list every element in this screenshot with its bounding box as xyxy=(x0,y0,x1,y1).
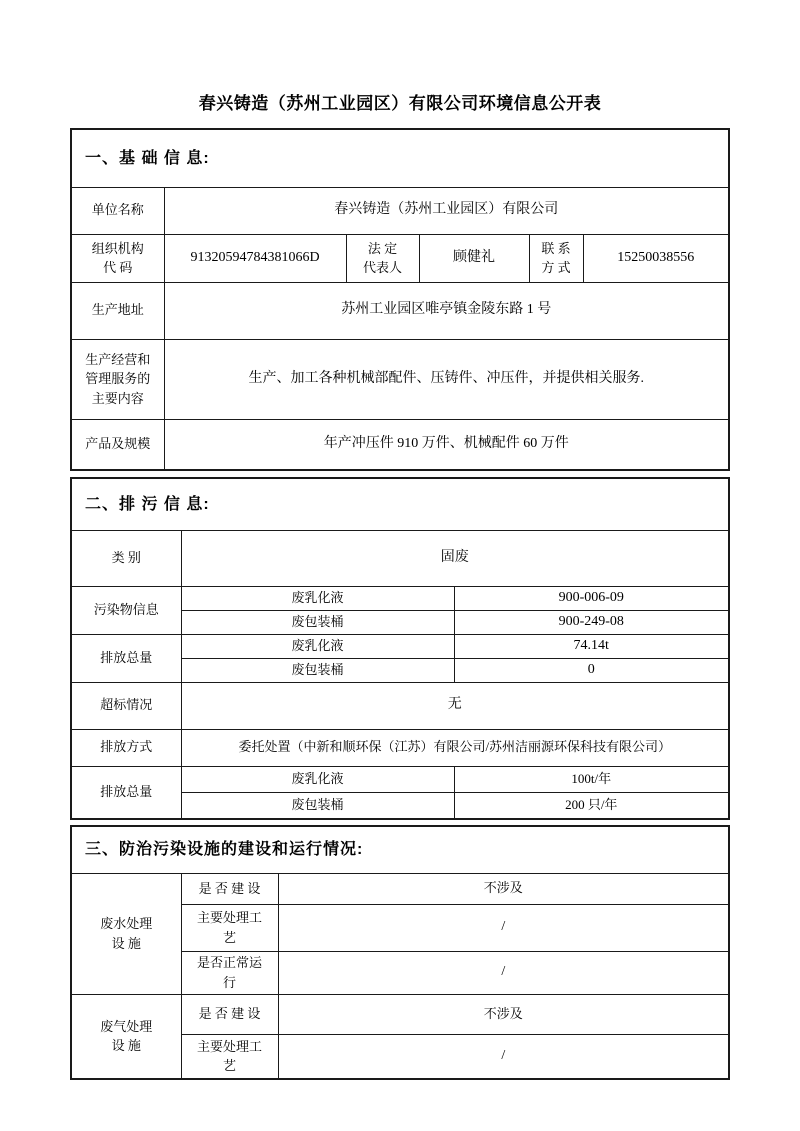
discharge-total-row-value: 0 xyxy=(454,658,729,682)
wastewater-operation-label-line2: 行 xyxy=(222,974,236,990)
wastewater-built-value: 不涉及 xyxy=(278,873,729,904)
discharge-info-table xyxy=(70,477,730,820)
pollutant-row-code: 900-006-09 xyxy=(454,586,729,610)
exhaust-process-label xyxy=(181,1034,278,1079)
pollutant-row-name: 废乳化液 xyxy=(181,586,454,610)
legal-rep-label-line2: 代表人 xyxy=(362,260,402,275)
contact-label-line2: 方 式 xyxy=(541,260,571,275)
exceed-standard-value: 无 xyxy=(181,682,729,729)
legal-rep-label xyxy=(346,234,419,282)
legal-rep-value: 顾健礼 xyxy=(419,234,529,282)
address-value: 苏州工业园区唯亭镇金陵东路 1 号 xyxy=(164,282,729,339)
exhaust-built-value: 不涉及 xyxy=(278,994,729,1034)
org-code-label-line1: 组织机构 xyxy=(91,240,144,256)
product-scale-value: 年产冲压件 910 万件、机械配件 60 万件 xyxy=(164,419,729,470)
discharge-total-label: 排放总量 xyxy=(71,634,181,682)
permit-total-row-name: 废乳化液 xyxy=(181,766,454,792)
wastewater-built-label xyxy=(181,873,278,904)
unit-name-value: 春兴铸造（苏州工业园区）有限公司 xyxy=(164,187,729,234)
product-scale-label: 产品及规模 xyxy=(71,419,164,470)
pollutant-info-label: 污染物信息 xyxy=(71,586,181,634)
discharge-total-row-value: 74.14t xyxy=(454,634,729,658)
wastewater-facility-label-line1: 废水处理 xyxy=(100,916,153,931)
business-scope-label-line1: 生产经营和 xyxy=(85,351,151,367)
basic-section-heading: 一、基 础 信 息: xyxy=(71,129,729,187)
wastewater-process-label xyxy=(181,904,278,951)
wastewater-process-label-line2: 艺 xyxy=(222,929,236,945)
contact-value: 15250038556 xyxy=(583,234,729,282)
exhaust-facility-label-line2: 设 施 xyxy=(111,1038,141,1054)
business-scope-value: 生产、加工各种机械部配件、压铸件、冲压件，并提供相关服务. xyxy=(164,339,729,419)
facilities-table xyxy=(70,825,730,1080)
category-value: 固废 xyxy=(181,530,729,586)
permit-total-row-name: 废包装桶 xyxy=(181,792,454,819)
wastewater-process-label-line1: 主要处理工 xyxy=(196,910,262,925)
discharge-method-label: 排放方式 xyxy=(71,729,181,766)
discharge-section-heading: 二、排 污 信 息: xyxy=(71,478,729,530)
org-code-label xyxy=(71,234,164,282)
wastewater-operation-label xyxy=(181,951,278,994)
permit-total-row-value: 200 只/年 xyxy=(454,792,729,819)
exhaust-process-label-line1: 主要处理工 xyxy=(196,1038,262,1054)
address-label: 生产地址 xyxy=(71,282,164,339)
exhaust-built-label-line1: 是 否 建 设 xyxy=(198,1006,261,1022)
discharge-method-value: 委托处置（中新和顺环保（江苏）有限公司/苏州洁丽源环保科技有限公司） xyxy=(181,729,729,766)
wastewater-facility-label xyxy=(71,873,181,994)
exceed-standard-label: 超标情况 xyxy=(71,682,181,729)
page-title: 春兴铸造（苏州工业园区）有限公司环境信息公开表 xyxy=(198,94,602,113)
org-code-value: 91320594784381066D xyxy=(164,234,346,282)
exhaust-facility-label-line1: 废气处理 xyxy=(100,1018,153,1034)
contact-label xyxy=(529,234,583,282)
wastewater-operation-label-line1: 是否正常运 xyxy=(196,955,262,970)
org-code-label-line2: 代 码 xyxy=(103,260,133,275)
exhaust-facility-label xyxy=(71,994,181,1079)
exhaust-process-value: / xyxy=(278,1034,729,1079)
business-scope-label-line2: 管理服务的 xyxy=(85,371,151,387)
pollutant-row-name: 废包装桶 xyxy=(181,610,454,634)
discharge-total-row-name: 废乳化液 xyxy=(181,634,454,658)
exhaust-process-label-line2: 艺 xyxy=(222,1058,236,1074)
category-label: 类 别 xyxy=(71,530,181,586)
wastewater-process-value: / xyxy=(278,904,729,951)
business-scope-label-line3: 主要内容 xyxy=(91,390,144,406)
basic-info-table xyxy=(70,128,730,471)
exhaust-built-label xyxy=(181,994,278,1034)
business-scope-label xyxy=(71,339,164,419)
contact-label-line1: 联 系 xyxy=(541,240,571,256)
unit-name-label: 单位名称 xyxy=(71,187,164,234)
discharge-total-row-name: 废包装桶 xyxy=(181,658,454,682)
wastewater-built-label-line1: 是 否 建 设 xyxy=(198,880,261,896)
wastewater-facility-label-line2: 设 施 xyxy=(111,935,141,951)
permit-total-label: 排放总量 xyxy=(71,766,181,819)
wastewater-operation-value: / xyxy=(278,951,729,994)
pollutant-row-code: 900-249-08 xyxy=(454,610,729,634)
permit-total-row-value: 100t/年 xyxy=(454,766,729,792)
legal-rep-label-line1: 法 定 xyxy=(367,240,398,256)
facilities-section-heading: 三、防治污染设施的建设和运行情况: xyxy=(71,826,729,873)
